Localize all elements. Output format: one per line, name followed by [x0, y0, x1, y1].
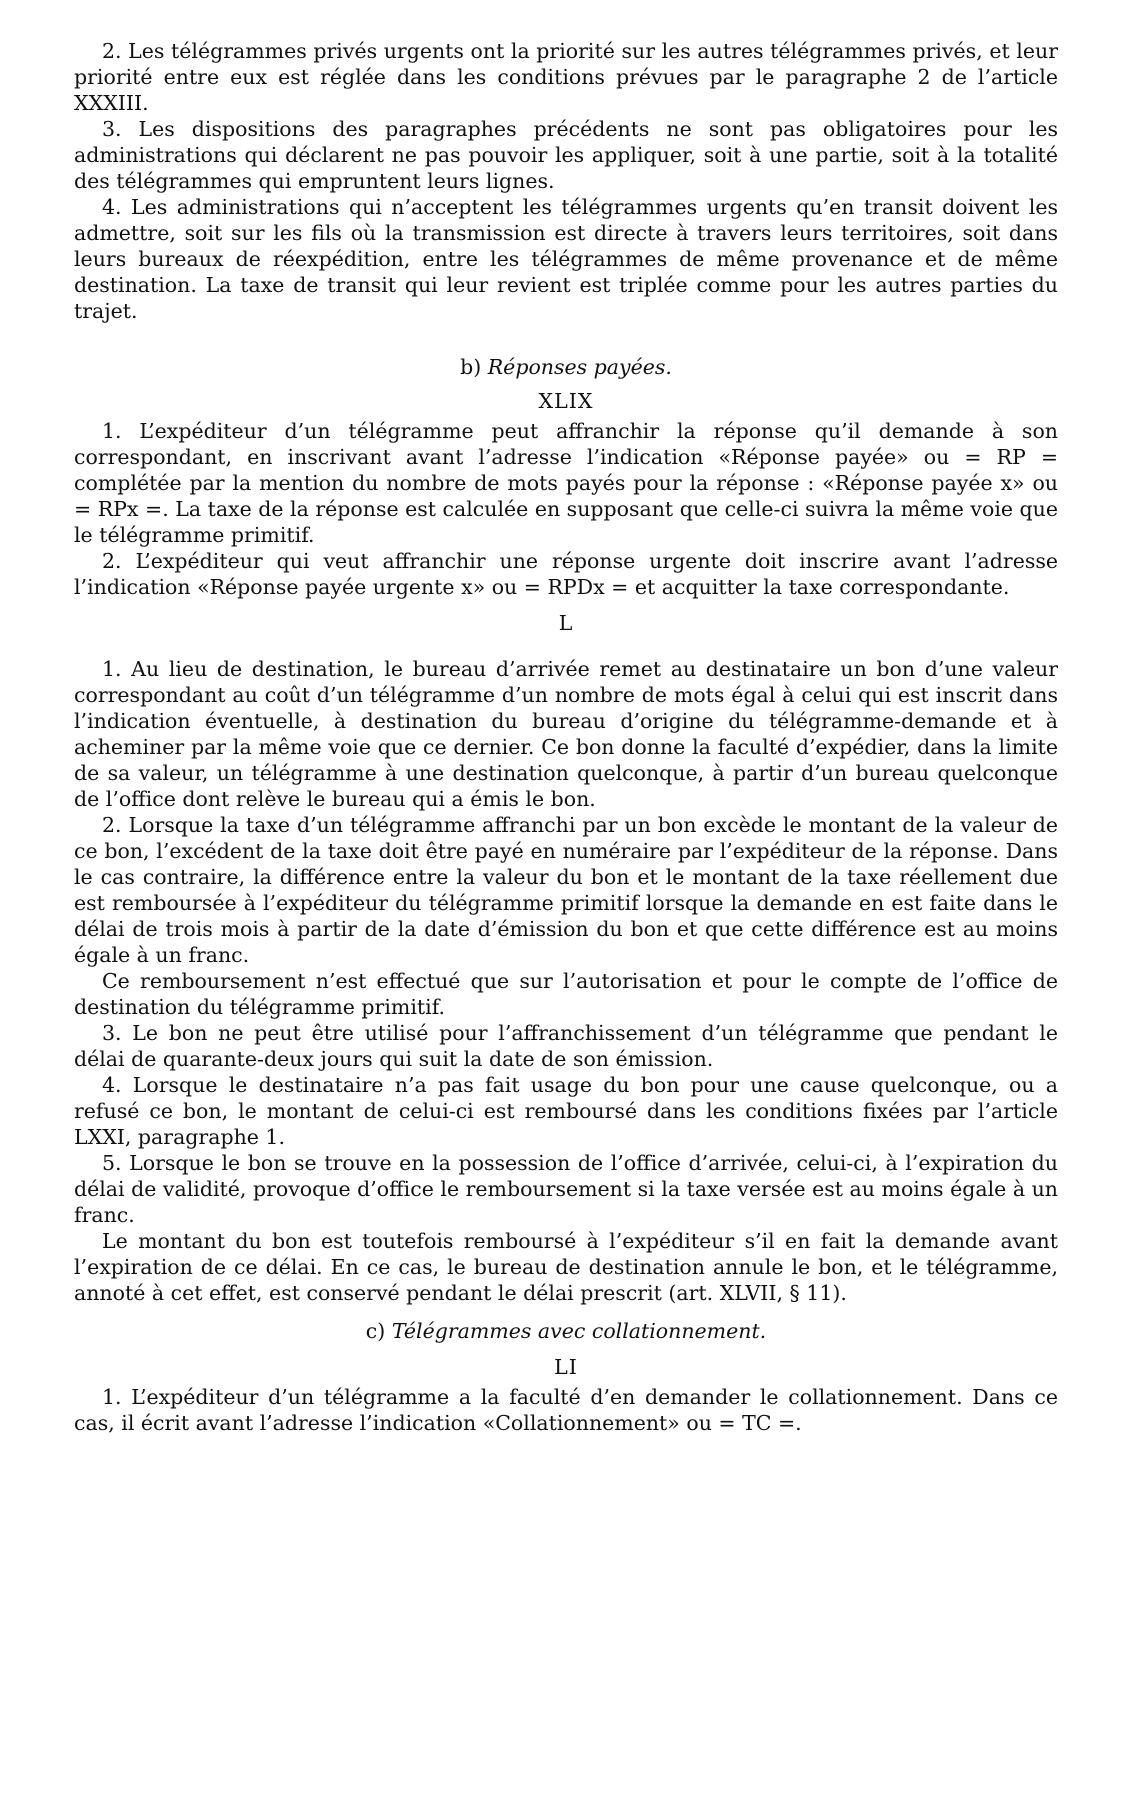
paragraph: 1. Au lieu de destination, le bureau d’arrivée remet au destinataire un bon d’une valeur correspondant au coût d’un télégramme d’un nombre de mots égal à celui qui est inscrit dans l’indication éventuelle, à destination du bureau d’origine du télégramme-demande et à acheminer par la même voie que ce dernier. Ce bon donne la faculté d’expédier, dans la limite de sa valeur, un télégramme à une destination quelconque, à partir d’un bureau quelconque de l’office dont relève le bureau qui a émis le bon. [74, 657, 1058, 811]
paragraph: 2. Les télégrammes privés urgents ont la priorité sur les autres télégrammes privés, et leur priorité entre eux est réglée dans les conditions prévues par le paragraphe 2 de l’article XXXIII. [74, 39, 1058, 115]
paragraph: 3. Le bon ne peut être utilisé pour l’affranchissement d’un télégramme que pendant le délai de quarante-deux jours qui suit la date de son émission. [74, 1021, 1058, 1071]
section-letter: c) [365, 1319, 386, 1343]
paragraph: Le montant du bon est toutefois remboursé à l’expéditeur s’il en fait la demande avant l’expiration de ce délai. En ce cas, le bureau de destination annule le bon, et le télégramme, annoté à cet effet, est conservé pendant le délai prescrit (art. XLVII, § 11). [74, 1229, 1058, 1305]
section-heading-c [74, 1318, 1058, 1344]
paragraph: 4. Lorsque le destinataire n’a pas fait usage du bon pour une cause quelconque, ou a refusé ce bon, le montant de celui-ci est remboursé dans les conditions fixées par l’article LXXI, paragraphe 1. [74, 1073, 1058, 1149]
section-heading-b [74, 354, 1058, 380]
article-number: L [558, 611, 574, 635]
article-number: XLIX [538, 389, 594, 413]
section-letter: b) [460, 355, 482, 379]
paragraph: 1. L’expéditeur d’un télégramme peut affranchir la réponse qu’il demande à son correspondant, en inscrivant avant l’adresse l’indication «Réponse payée» ou = RP = complétée par la mention du nombre de mots payés pour la réponse : «Réponse payée x» ou = RPx =. La taxe de la réponse est calculée en supposant que celle-ci suivra la même voie que le télégramme primitif. [74, 419, 1058, 547]
document-page [74, 38, 1058, 1436]
paragraph: 5. Lorsque le bon se trouve en la possession de l’office d’arrivée, celui-ci, à l’expiration du délai de validité, provoque d’office le remboursement si la taxe versée est au moins égale à un franc. [74, 1151, 1058, 1227]
paragraph: Ce remboursement n’est effectué que sur l’autorisation et pour le compte de l’office de destination du télégramme primitif. [74, 969, 1058, 1019]
paragraph: 2. L’expéditeur qui veut affranchir une réponse urgente doit inscrire avant l’adresse l’indication «Réponse payée urgente x» ou = RPDx = et acquitter la taxe correspondante. [74, 549, 1058, 599]
paragraph: 3. Les dispositions des paragraphes précédents ne sont pas obligatoires pour les administrations qui déclarent ne pas pouvoir les appliquer, soit à une partie, soit à la totalité des télégrammes qui empruntent leurs lignes. [74, 117, 1058, 193]
paragraph: 1. L’expéditeur d’un télégramme a la faculté d’en demander le collationnement. Dans ce cas, il écrit avant l’adresse l’indication «Collationnement» ou = TC =. [74, 1385, 1058, 1435]
paragraph: 2. Lorsque la taxe d’un télégramme affranchi par un bon excède le montant de la valeur de ce bon, l’excédent de la taxe doit être payé en numéraire par l’expéditeur de la réponse. Dans le cas contraire, la différence entre la valeur du bon et le montant de la taxe réellement due est remboursée à l’expéditeur du télégramme primitif lorsque la demande en est faite dans le délai de trois mois à partir de la date d’émission du bon et que cette différence est au moins égale à un franc. [74, 813, 1058, 967]
section-title: Télégrammes avec collationnement. [391, 1319, 767, 1343]
section-title: Réponses payées. [487, 355, 672, 379]
paragraph: 4. Les administrations qui n’acceptent les télégrammes urgents qu’en transit doivent les admettre, soit sur les fils où la transmission est directe à travers leurs territoires, soit dans leurs bureaux de réexpédition, entre les télégrammes de même provenance et de même destination. La taxe de transit qui leur revient est triplée comme pour les autres parties du trajet. [74, 195, 1058, 323]
article-number: LI [554, 1355, 578, 1379]
